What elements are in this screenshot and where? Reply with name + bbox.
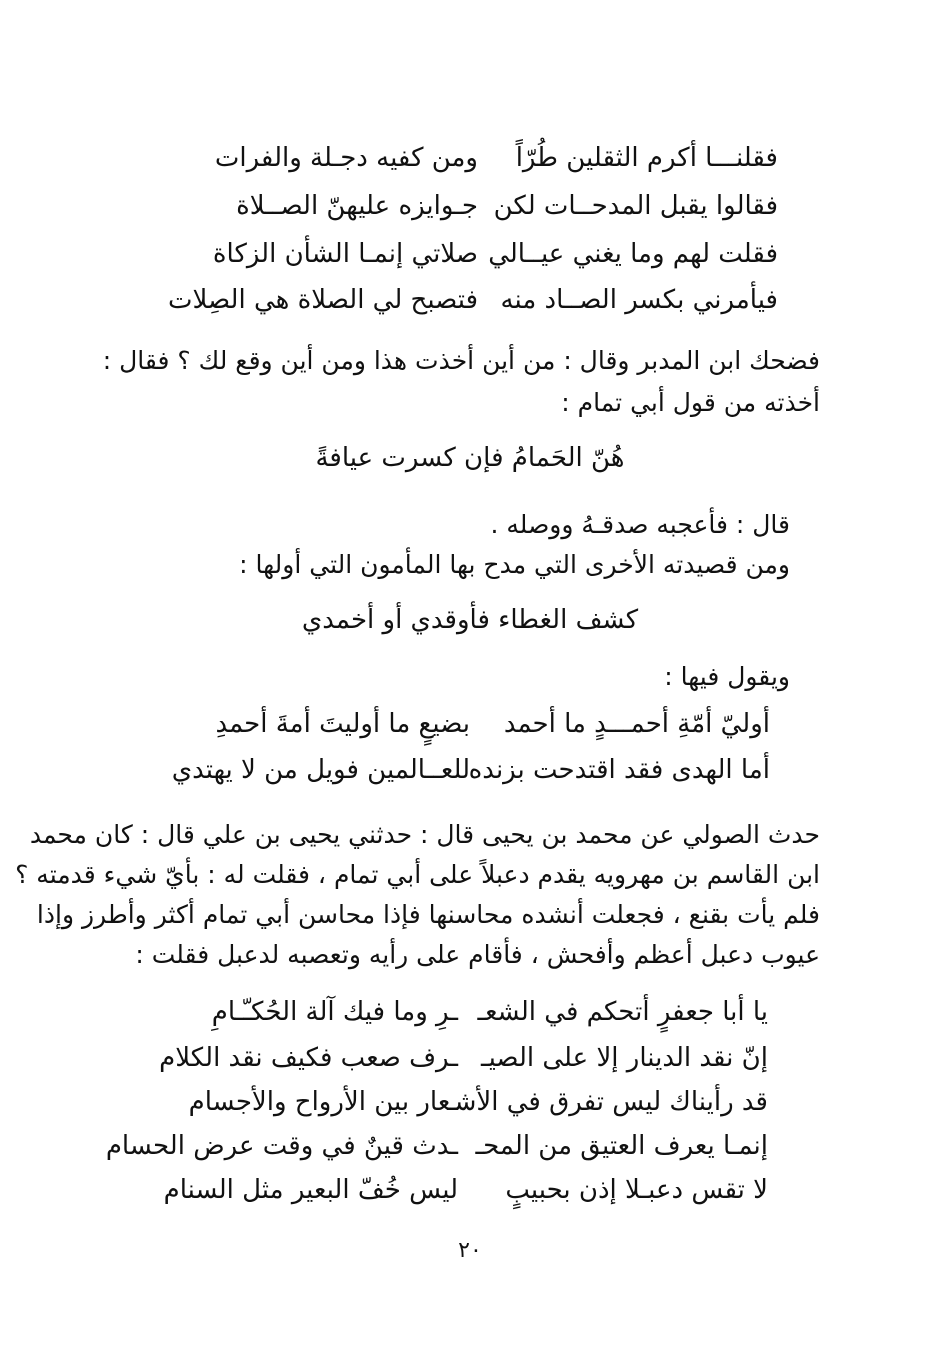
hemistich-second: ليس خُفّ البعير مثل السنام: [163, 1175, 458, 1205]
paragraph-line: عيوب دعبل أعظم وأفحش ، فأقام على رأيه وتعصبه لدعبل فقلت :: [135, 940, 820, 969]
hemistich-second: فتصبح لي الصلاة هي الصِلات: [168, 285, 478, 315]
quoted-verse: هُنّ الحَمامُ فإن كسرت عيافةً: [315, 443, 625, 473]
hemistich-second: ـرف صعب فكيف نقد الكلام: [159, 1043, 458, 1073]
hemistich-second: ـعار بين الأرواح والأجسام: [188, 1087, 458, 1117]
poem-line: [178, 140, 778, 176]
quoted-verse: كشف الغطاء فأوقدي أو أخمدي: [301, 605, 639, 635]
paragraph-line: ويقول فيها :: [664, 662, 790, 691]
poem-line: [158, 994, 768, 1030]
hemistich-first: أما الهدى فقد اقتدحت بزنده: [468, 755, 770, 785]
poem-line: [158, 1084, 768, 1120]
poem-line: [170, 752, 770, 788]
paragraph-line: فضحك ابن المدبر وقال : من أين أخذت هذا ومن أين وقع لك ؟ فقال :: [102, 346, 820, 375]
paragraph-line: قال : فأعجبه صدقـهُ ووصله .: [490, 510, 790, 539]
paragraph-line: فلم يأت بقنع ، فجعلت أنشده محاسنها فإذا محاسن أبي تمام أكثر وأطرز وإذا: [36, 900, 820, 929]
hemistich-first: فيأمرني بكسر الصــاد منه: [500, 285, 778, 315]
hemistich-second: للعــالمين فويل من لا يهتدي: [171, 755, 470, 785]
poem-line: [158, 1040, 768, 1076]
hemistich-second: ومن كفيه دجـلة والفرات: [214, 143, 478, 173]
hemistich-first: إنّ نقد الدينار إلا على الصيـ: [480, 1043, 768, 1073]
poem-line: [158, 1172, 768, 1208]
hemistich-first: فقلنـــا أكرم الثقلين طُرّاً: [515, 143, 778, 173]
paragraph-line: أخذته من قول أبي تمام :: [561, 388, 820, 417]
hemistich-first: فقالوا يقبل المدحــات لكن: [493, 191, 778, 221]
poem-line: [170, 706, 770, 742]
poem-line: [168, 282, 778, 318]
hemistich-second: ـرِ وما فيك آلة الحُكـّـامِ: [211, 997, 458, 1027]
hemistich-first: فقلت لهم وما يغني عيــالي: [488, 239, 778, 269]
paragraph-line: ابن القاسم بن مهرويه يقدم دعبلاً على أبي تمام ، فقلت له : بأيّ شيء قدمته ؟: [15, 860, 820, 889]
hemistich-first: يا أبا جعفرٍ أتحكم في الشعـ: [477, 997, 768, 1027]
poem-line: [178, 188, 778, 224]
paragraph-line: ومن قصيدته الأخرى التي مدح بها المأمون التي أولها :: [239, 550, 790, 579]
hemistich-second: ـدث قينٌ في وقت عرض الحسام: [105, 1131, 458, 1161]
hemistich-first: إنمـا يعرف العتيق من المحـ: [475, 1131, 768, 1161]
hemistich-first: قد رأيناك ليس تفرق في الأشـ: [447, 1087, 768, 1117]
paragraph-line: حدث الصولي عن محمد بن يحيى قال : حدثني يحيى بن علي قال : كان محمد: [29, 820, 820, 849]
hemistich-second: بضيعٍ ما أوليتَ أمةَ أحمدِ: [215, 709, 470, 739]
poem-line: [105, 1128, 768, 1164]
page-number: ٢٠: [458, 1238, 482, 1263]
hemistich-second: صلاتي إنمـا الشأن الزكاة: [212, 239, 478, 269]
hemistich-second: جـوايزه عليهنّ الصــلاة: [236, 191, 478, 221]
hemistich-first: لا تقس دعبـلا إذن بحبيبٍ: [505, 1175, 768, 1205]
hemistich-first: أوليّ أمّةِ أحمـــدٍ ما أحمد: [503, 709, 770, 739]
poem-line: [178, 236, 778, 272]
